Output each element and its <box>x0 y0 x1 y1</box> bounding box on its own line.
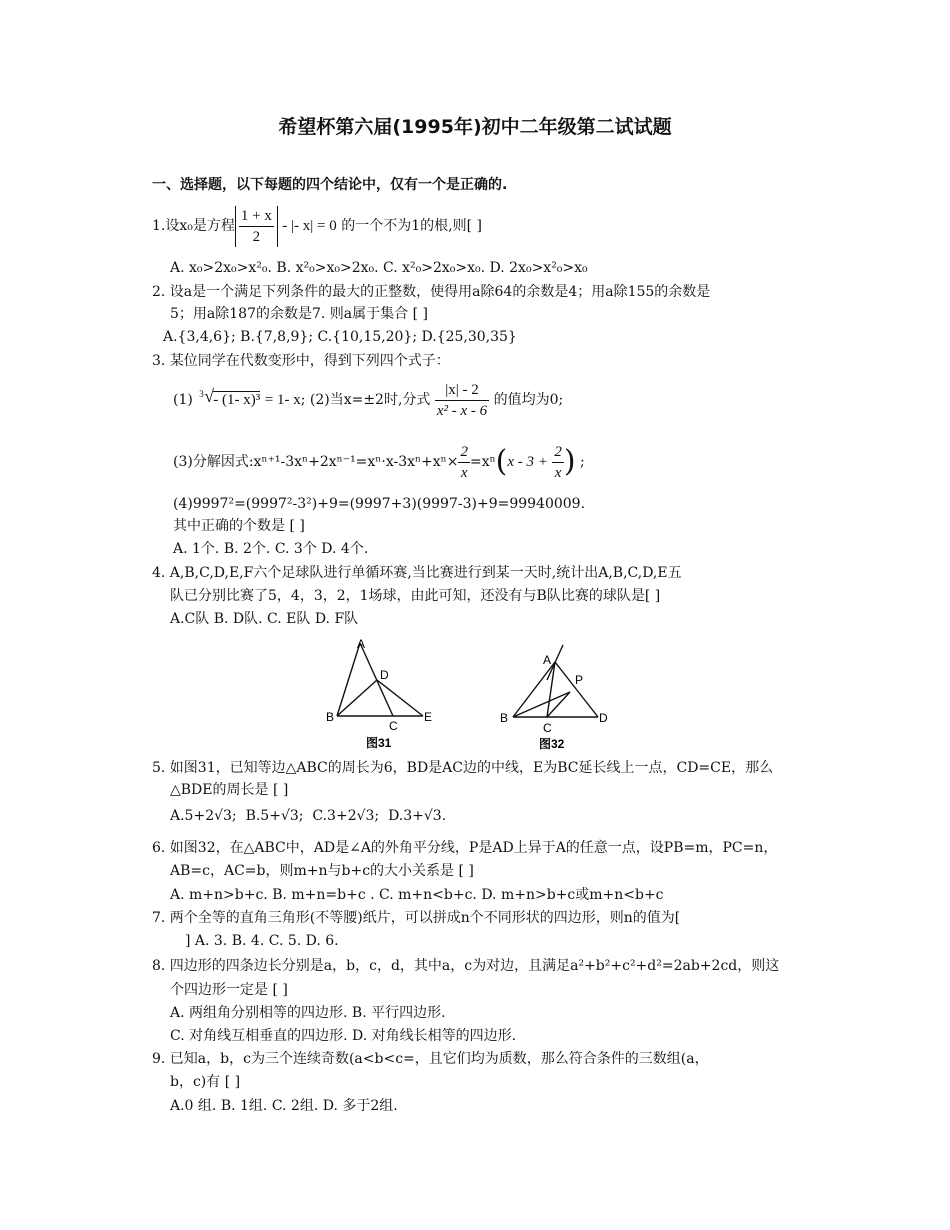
q6-options: A. m+n>b+c. B. m+n=b+c . C. m+n<b+c. D. m+n>b+c或m+n<b+c <box>170 887 664 903</box>
q3-p1-rhs: = 1- x <box>264 392 301 408</box>
question-1 <box>152 204 482 248</box>
q3-p1-label: (1) <box>173 392 193 408</box>
q1-mid: - |- x| = 0 <box>282 218 337 234</box>
q5-line2: △BDE的周长是 [ ] <box>170 782 289 798</box>
q3-p2-den: x² - x - 6 <box>436 402 488 419</box>
section-heading: 一、选择题，以下每题的四个结论中，仅有一个是正确的. <box>152 177 508 193</box>
fig31-label-c: C <box>389 719 398 733</box>
q6-line1: 6. 如图32，在△ABC中，AD是∠A的外角平分线，P是AD上异于A的任意一点，设PB=m，PC=n， <box>152 840 778 856</box>
q3-p3-end: ; <box>580 454 585 470</box>
q4-line2: 队已分别比赛了5，4，3，2，1场球，由此可知，还没有与B队比赛的球队是[ ] <box>170 588 661 604</box>
q6-line2: AB=c，AC=b，则m+n与b+c的大小关系是 [ ] <box>170 863 474 879</box>
fig32-label-b: B <box>500 711 509 725</box>
q3-part3: (3)分解因式:xⁿ⁺¹-3xⁿ+2xⁿ⁻¹=xⁿ·x-3xⁿ+xⁿ× $\frac{2}{x}$ =xⁿ(x - 3 + $\frac{2}{x}$ ) ; <box>173 443 585 481</box>
q3-p2-pre: ; (2)当x= <box>300 392 364 408</box>
fig31-label-b: B <box>326 710 335 724</box>
q4-line1: 4. A,B,C,D,E,F六个足球队进行单循环赛,当比赛进行到某一天时,统计出A,B,C,D,E五 <box>152 565 682 581</box>
q3-p3-paren-den: x <box>554 464 562 481</box>
page-title: 希望杯第六届(1995年)初中二年级第二试试题 <box>278 116 672 138</box>
q3-p2-post: 的值均为0; <box>493 392 564 408</box>
fig31-label-a: A <box>357 637 366 651</box>
q1-frac-den: 2 <box>252 228 261 245</box>
fig32-label-a: A <box>543 653 552 667</box>
q8-line1: 8. 四边形的四条边长分别是a，b，c，d，其中a，c为对边，且满足a²+b²+c²+d²=2ab+2cd，则这 <box>152 958 780 974</box>
q8-option-line1: A. 两组角分别相等的四边形. B. 平行四边形. <box>170 1005 446 1021</box>
fig31-label-d: D <box>380 668 389 682</box>
fig32-caption: 图32 <box>539 737 565 751</box>
q5-option-a: A.5+2√3; <box>170 808 237 824</box>
q9-line2: b，c)有 [ ] <box>170 1074 241 1090</box>
q3-p3-pre: (3)分解因式:xⁿ⁺¹-3xⁿ+2xⁿ⁻¹=xⁿ·x-3xⁿ+xⁿ× <box>173 454 459 470</box>
q3-radicand: - (1- x)³ <box>213 392 261 408</box>
figure-32 <box>495 640 620 755</box>
q2-options: A.{3,4,6}; B.{7,8,9}; C.{10,15,20}; D.{25,30,35} <box>163 329 517 345</box>
q7-line1: 7. 两个全等的直角三角形(不等腰)纸片，可以拼成n个不同形状的四边形，则n的值为[ <box>152 910 681 926</box>
fig31-label-e: E <box>424 710 433 724</box>
fig32-label-d: D <box>599 711 608 725</box>
q3-p3-frac-den: x <box>460 464 468 481</box>
q3-p2-num: |x| - 2 <box>435 380 489 401</box>
q5-options <box>170 806 446 826</box>
q3-options: A. 1个. B. 2个. C. 3个 D. 4个. <box>173 541 369 557</box>
q5-option-c: C.3+2√3; <box>312 808 380 824</box>
q3-ask: 其中正确的个数是 [ ] <box>173 518 305 534</box>
q9-line1: 9. 已知a，b，c为三个连续奇数(a<b<c=，且它们均为质数，那么符合条件的三数组(a， <box>152 1051 709 1067</box>
q2-line1: 2. 设a是一个满足下列条件的最大的正整数，使得用a除64的余数是4；用a除155的余数是 <box>152 284 711 300</box>
q9-options: A.0 组. B. 1组. C. 2组. D. 多于2组. <box>170 1098 398 1114</box>
q3-p3-paren-a: x - 3 + <box>507 454 548 470</box>
q8-option-line2: C. 对角线互相垂直的四边形. D. 对角线长相等的四边形. <box>170 1028 517 1044</box>
q3-p3-paren-num: 2 <box>552 442 564 463</box>
q2-line2: 5；用a除187的余数是7. 则a属于集合 [ ] <box>170 306 428 322</box>
q3-p2-val: ±2时,分式 <box>363 392 431 408</box>
figure-31 <box>320 633 440 753</box>
q3-p3-mid: =xⁿ <box>469 454 496 470</box>
q7-line2: ] A. 3. B. 4. C. 5. D. 6. <box>185 933 339 949</box>
q3-p3-frac-num: 2 <box>458 442 470 463</box>
q8-line2: 个四边形一定是 [ ] <box>170 982 288 998</box>
q3-line1: 3. 某位同学在代数变形中，得到下列四个式子： <box>152 353 450 369</box>
q5-option-d: D.3+√3. <box>388 808 447 824</box>
q1-post: 的一个不为1的根,则[ ] <box>341 218 482 234</box>
q1-options: A. x₀>2x₀>x²₀. B. x²₀>x₀>2x₀. C. x²₀>2x₀>x₀. D. 2x₀>x²₀>x₀ <box>170 260 588 276</box>
q5-line1: 5. 如图31，已知等边△ABC的周长为6，BD是AC边的中线，E为BC延长线上一点，CD=CE，那么 <box>152 760 774 776</box>
fig32-label-p: P <box>575 673 584 687</box>
q3-part12: (1) 3 √ - (1- x)³ = 1- x; (2)当x=±2时,分式 $\frac{|x| - 2}{\text{x² - x - 6}}$ 的值均为0; <box>173 381 564 419</box>
fig31-caption: 图31 <box>366 736 392 750</box>
q1-frac-num: 1 + x <box>239 206 274 227</box>
fig32-label-c: C <box>543 721 552 735</box>
q1-pre: 1.设x₀是方程 <box>152 218 235 234</box>
q4-options: A.C队 B. D队. C. E队 D. F队 <box>170 611 359 627</box>
q5-option-b: B.5+√3; <box>245 808 304 824</box>
q3-part4: (4)9997²=(9997²-3²)+9=(9997+3)(9997-3)+9=99940009. <box>173 496 586 512</box>
